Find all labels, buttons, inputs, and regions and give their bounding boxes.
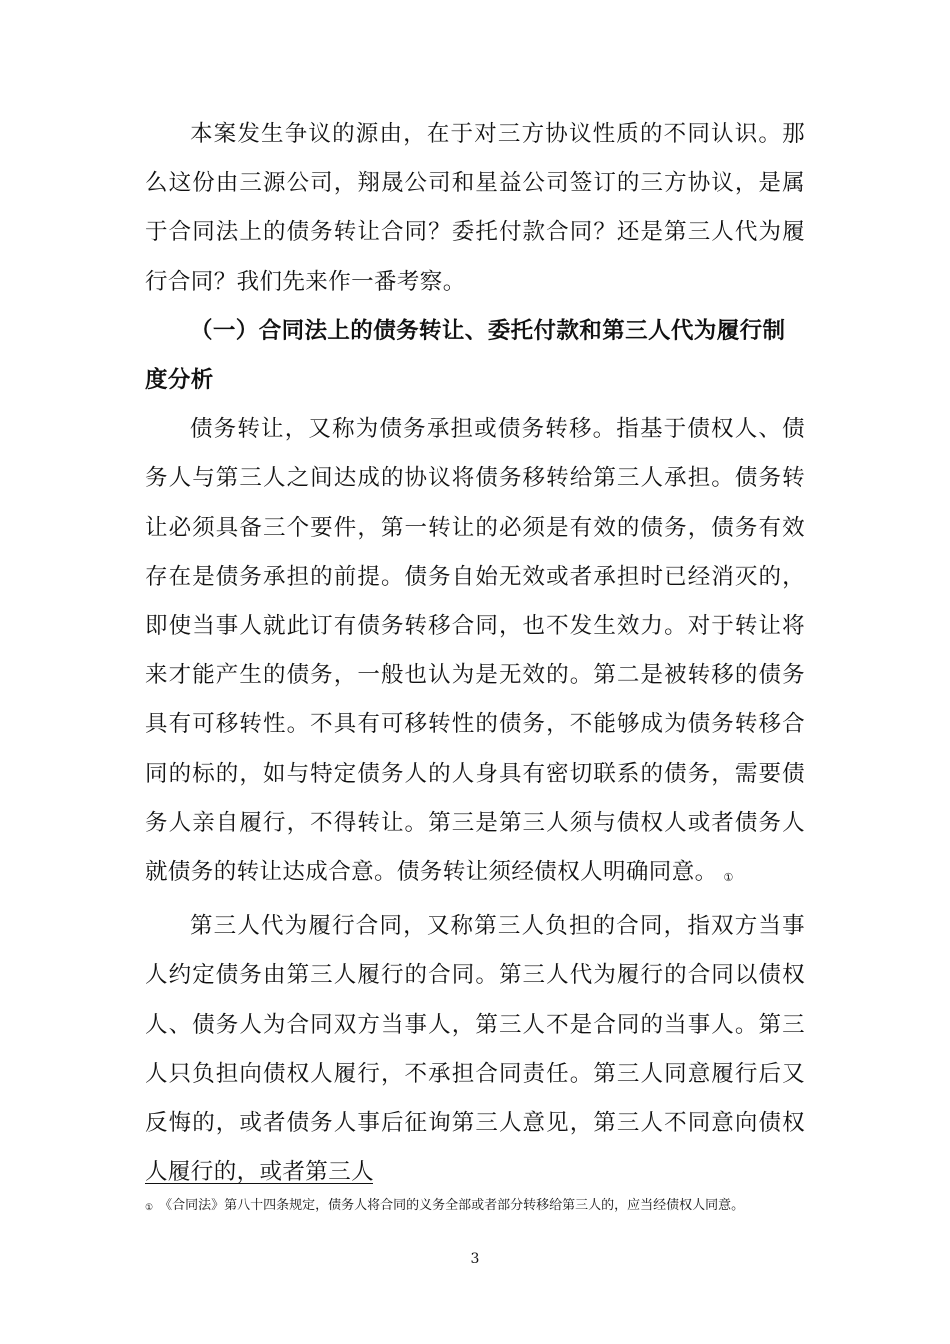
paragraph-debt-transfer (145, 405, 805, 902)
paragraph-intro-text: 本案发生争议的源由，在于对三方协议性质的不同认识。那么这份由三源公司，翔晟公司和星益公司签订的三方协议，是属于合同法上的债务转让合同？委托付款合同？还是第三人代为履行合同？我们先来作一番考察。 (145, 121, 805, 295)
footnote-reference[interactable]: ① (723, 871, 734, 885)
footnote-text: 《合同法》第八十四条规定，债务人将合同的义务全部或者部分转移给第三人的，应当经债权人同意。 (159, 1198, 745, 1213)
paragraph-debt-transfer-text: 债务转让，又称为债务承担或债务转移。指基于债权人、债务人与第三人之间达成的协议将债务移转给第三人承担。债务转让必须具备三个要件，第一转让的必须是有效的债务，债务有效存在是债务承担的前提。债务自始无效或者承担时已经消灭的，即使当事人就此订有债务转移合同，也不发生效力。对于转让将来才能产生的债务，一般也认为是无效的。第二是被转移的债务具有可移转性。不具有可移转性的债务，不能够成为债务转移合同的标的，如与特定债务人的人身具有密切联系的债务，需要债务人亲自履行，不得转让。第三是第三人须与债权人或者债务人就债务的转让达成合意。债务转让须经债权人明确同意。 (145, 416, 805, 886)
section-heading (145, 307, 805, 405)
page-body (145, 110, 805, 1197)
footnote-divider (145, 1183, 373, 1184)
footnote-mark: ① (145, 1203, 154, 1213)
paragraph-intro (145, 110, 805, 307)
page-number: 3 (470, 1251, 480, 1267)
section-heading-text: （一）合同法上的债务转让、委托付款和第三人代为履行制度分析 (145, 317, 786, 394)
paragraph-third-party (145, 902, 805, 1197)
footnote (145, 1196, 835, 1218)
paragraph-third-party-text: 第三人代为履行合同，又称第三人负担的合同，指双方当事人约定债务由第三人履行的合同。第三人代为履行的合同以债权人、债务人为合同双方当事人，第三人不是合同的当事人。第三人只负担向债权人履行，不承担合同责任。第三人同意履行后又反悔的，或者债务人事后征询第三人意见，第三人不同意向债权人履行的，或者第三人 (145, 913, 805, 1186)
